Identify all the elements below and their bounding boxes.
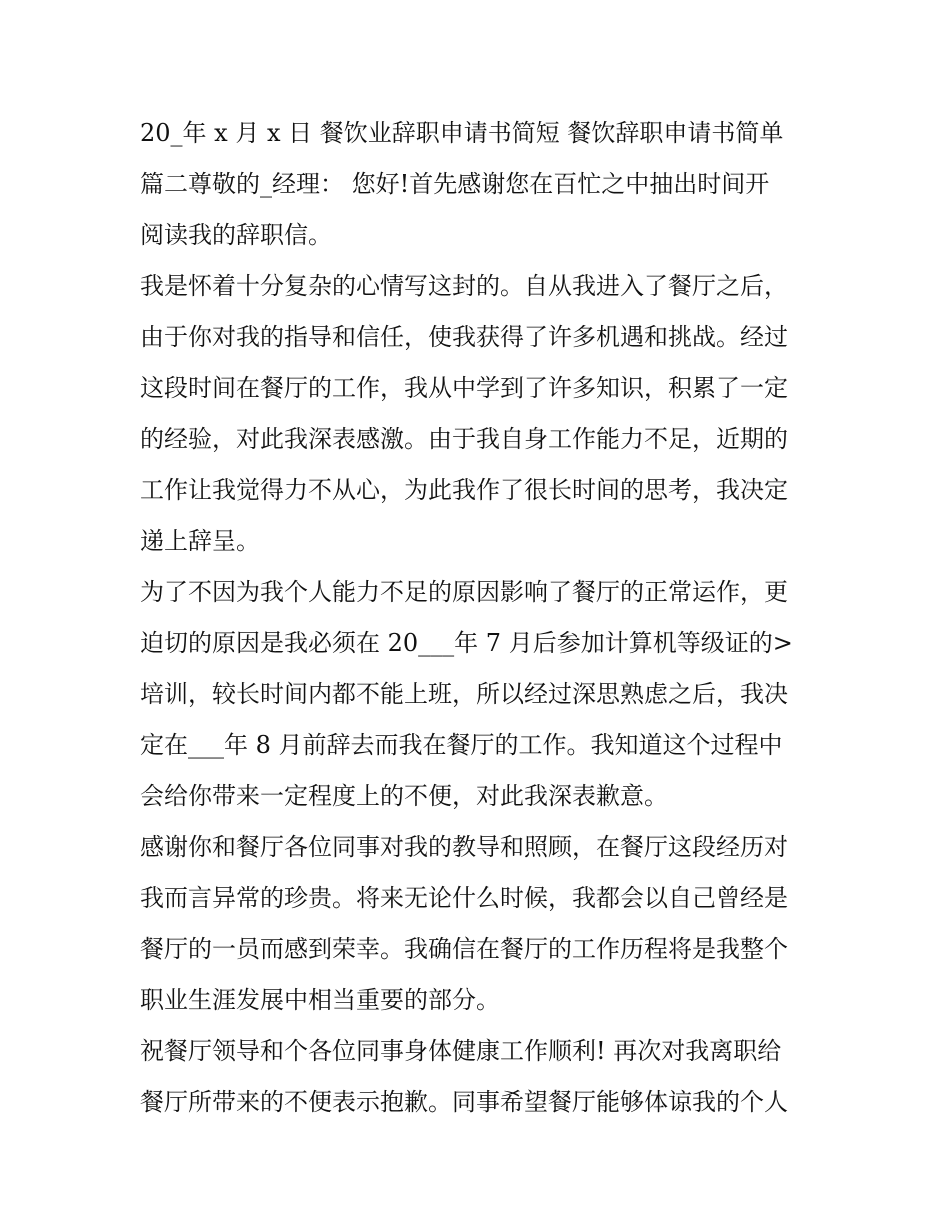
text-line: 祝餐厅领导和个各位同事身体健康工作顺利! 再次对我离职给 [140,1037,782,1065]
text-line: 篇二尊敬的_经理： 您好!首先感谢您在百忙之中抽出时间开 [140,170,770,198]
text-line: 定在___年 8 月前辞去而我在餐厅的工作。我知道这个过程中 [140,731,783,759]
text-line: 职业生涯发展中相当重要的部分。 [140,986,500,1014]
text-line: 迫切的原因是我必须在 20___年 7 月后参加计算机等级证的> [140,629,793,657]
paragraph-thanks [140,822,820,1026]
text-line: 我是怀着十分复杂的心情写这封的。自从我进入了餐厅之后， [140,272,788,300]
paragraph-header [140,108,820,261]
text-line: 20_年 x 月 x 日 餐饮业辞职申请书简短 餐饮辞职申请书简单 [140,119,784,147]
text-line: 工作让我觉得力不从心，为此我作了很长时间的思考，我决定 [140,476,788,504]
text-line: 这段时间在餐厅的工作，我从中学到了许多知识，积累了一定 [140,374,788,402]
paragraph-wishes [140,1026,820,1128]
text-line: 感谢你和餐厅各位同事对我的教导和照顾，在餐厅这段经历对 [140,833,788,861]
text-line: 培训，较长时间内都不能上班，所以经过深思熟虑之后，我决 [140,680,788,708]
paragraph-reason [140,567,820,822]
text-line: 为了不因为我个人能力不足的原因影响了餐厅的正常运作，更 [140,578,788,606]
text-line: 由于你对我的指导和信任，使我获得了许多机遇和挑战。经过 [140,323,788,351]
text-line: 餐厅所带来的不便表示抱歉。同事希望餐厅能够体谅我的个人 [140,1088,788,1116]
text-line: 阅读我的辞职信。 [140,221,332,249]
text-line: 我而言异常的珍贵。将来无论什么时候，我都会以自己曾经是 [140,884,788,912]
letter-body [140,108,820,1128]
text-line: 会给你带来一定程度上的不便，对此我深表歉意。 [140,782,668,810]
text-line: 递上辞呈。 [140,527,260,555]
paragraph-intro [140,261,820,567]
text-line: 的经验，对此我深表感激。由于我自身工作能力不足，近期的 [140,425,788,453]
text-line: 餐厅的一员而感到荣幸。我确信在餐厅的工作历程将是我整个 [140,935,788,963]
